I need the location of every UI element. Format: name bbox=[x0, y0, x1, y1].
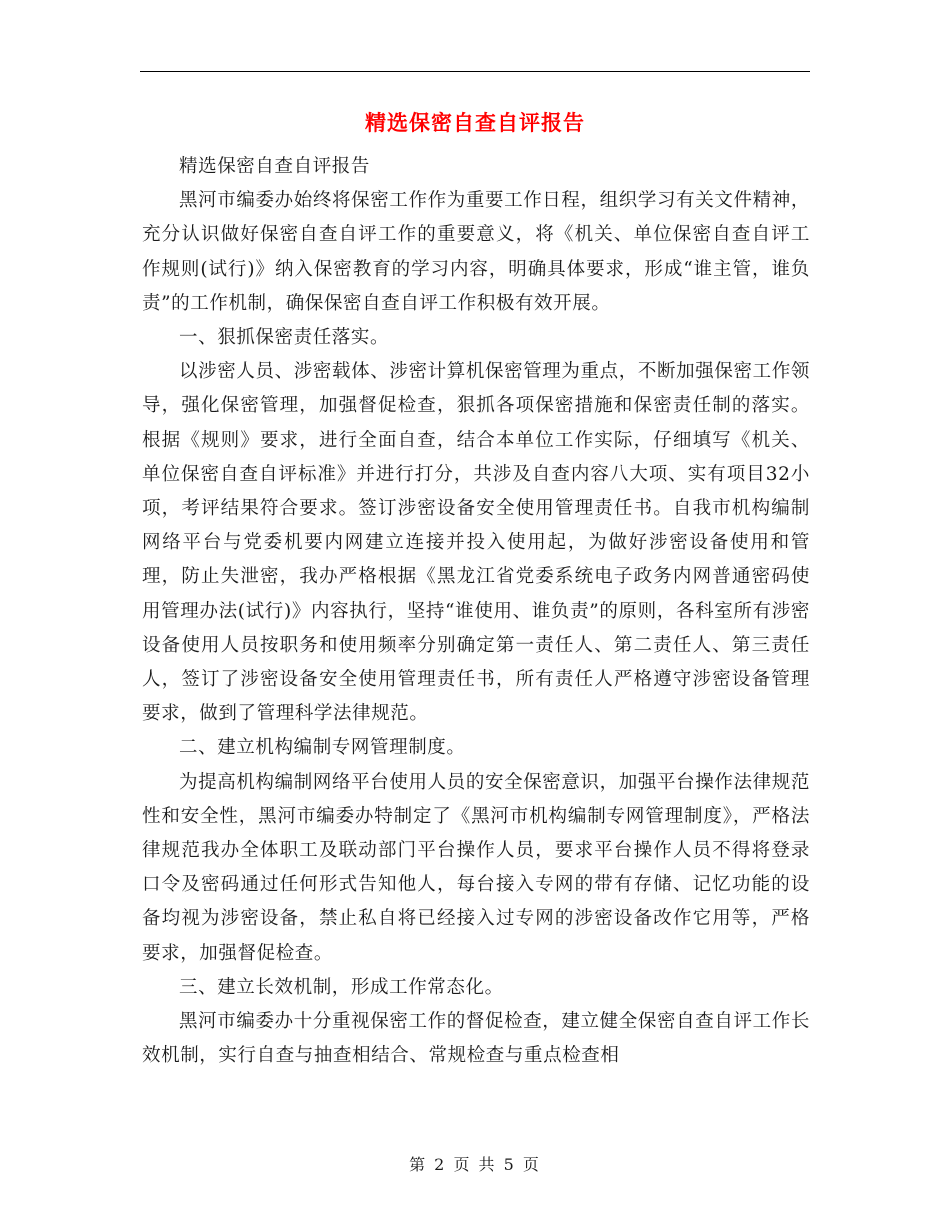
page-number: 第 2 页 共 5 页 bbox=[409, 1155, 541, 1174]
document-body bbox=[142, 150, 810, 1073]
paragraph-section-1: 以涉密人员、涉密载体、涉密计算机保密管理为重点，不断加强保密工作领导，强化保密管理，加强督促检查，狠抓各项保密措施和保密责任制的落实。根据《规则》要求，进行全面自查，结合本单位工作实际，仔细填写《机关、单位保密自查自评标准》并进行打分，共涉及自查内容八大项、实有项目32小项，考评结果符合要求。签订涉密设备安全使用管理责任书。自我市机构编制网络平台与党委机要内网建立连接并投入使用起，为做好涉密设备使用和管理，防止失泄密，我办严格根据《黑龙江省党委系统电子政务内网普通密码使用管理办法(试行)》内容执行，坚持“谁使用、谁负责”的原则，各科室所有涉密设备使用人员按职务和使用频率分别确定第一责任人、第二责任人、第三责任人，签订了涉密设备安全使用管理责任书，所有责任人严格遵守涉密设备管理要求，做到了管理科学法律规范。 bbox=[142, 361, 810, 725]
header-rule bbox=[140, 71, 810, 72]
paragraph-subtitle: 精选保密自查自评报告 bbox=[179, 156, 371, 177]
section-heading-3: 三、建立长效机制，形成工作常态化。 bbox=[179, 976, 504, 998]
paragraph-intro: 黑河市编委办始终将保密工作作为重要工作日程，组织学习有关文件精神，充分认识做好保密自查自评工作的重要意义，将《机关、单位保密自查自评工作规则(试行)》纳入保密教育的学习内容，明确具体要求，形成“谁主管，谁负责”的工作机制，确保保密自查自评工作积极有效开展。 bbox=[142, 190, 810, 314]
document-title: 精选保密自查自评报告 bbox=[365, 111, 585, 135]
section-heading-2: 二、建立机构编制专网管理制度。 bbox=[179, 737, 466, 759]
paragraph-section-2: 为提高机构编制网络平台使用人员的安全保密意识，加强平台操作法律规范性和安全性，黑河市编委办特制定了《黑河市机构编制专网管理制度》，严格法律规范我办全体职工及联动部门平台操作人员，要求平台操作人员不得将登录口令及密码通过任何形式告知他人，每台接入专网的带有存储、记忆功能的设备均视为涉密设备，禁止私自将已经接入过专网的涉密设备改作它用等，严格要求，加强督促检查。 bbox=[142, 771, 810, 964]
paragraph-section-3: 黑河市编委办十分重视保密工作的督促检查，建立健全保密自查自评工作长效机制，实行自查与抽查相结合、常规检查与重点检查相 bbox=[142, 1011, 810, 1067]
section-heading-1: 一、狠抓保密责任落实。 bbox=[179, 327, 390, 349]
